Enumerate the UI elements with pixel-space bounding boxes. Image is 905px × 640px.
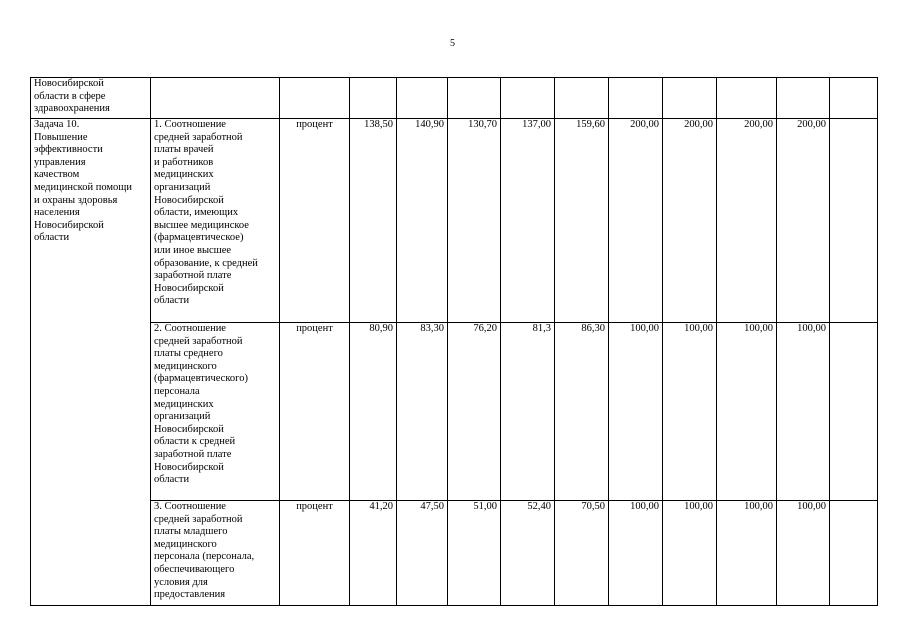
value-cell [777, 78, 830, 119]
value-cell: 130,70 [448, 119, 501, 323]
value-cell: 52,40 [501, 501, 555, 606]
value-cell: 51,00 [448, 501, 501, 606]
unit-cell: процент [280, 501, 350, 606]
indicators-table [30, 77, 878, 606]
value-cell: 137,00 [501, 119, 555, 323]
value-cell [717, 78, 777, 119]
value-cell: 81,3 [501, 323, 555, 501]
value-cell [555, 78, 609, 119]
value-cell: 200,00 [777, 119, 830, 323]
value-cell: 100,00 [717, 501, 777, 606]
unit-cell [280, 78, 350, 119]
value-cell: 200,00 [663, 119, 717, 323]
value-cell [397, 78, 448, 119]
value-cell: 80,90 [350, 323, 397, 501]
value-cell: 76,20 [448, 323, 501, 501]
value-cell: 159,60 [555, 119, 609, 323]
value-cell [830, 78, 878, 119]
indicator-cell: 3. Соотношение средней заработной платы младшего медицинского персонала (персонала, обеспечивающего условия для предоставления [151, 501, 280, 606]
value-cell: 41,20 [350, 501, 397, 606]
value-cell: 100,00 [609, 501, 663, 606]
value-cell: 138,50 [350, 119, 397, 323]
value-cell: 86,30 [555, 323, 609, 501]
table-row [31, 501, 878, 606]
table-row [31, 78, 878, 119]
value-cell: 100,00 [663, 501, 717, 606]
value-cell [609, 78, 663, 119]
value-cell: 100,00 [663, 323, 717, 501]
value-cell [350, 78, 397, 119]
table-row [31, 323, 878, 501]
unit-cell: процент [280, 323, 350, 501]
indicator-cell [151, 78, 280, 119]
value-cell [448, 78, 501, 119]
value-cell: 140,90 [397, 119, 448, 323]
task-cell: Новосибирской области в сфере здравоохранения [31, 78, 151, 119]
indicator-cell: 1. Соотношение средней заработной платы врачей и работников медицинских организаций Новосибирской области, имеющих высшее медицинское (фармацевтическое) или иное высшее образование, к средней заработной плате Новосибирской области [151, 119, 280, 323]
value-cell: 100,00 [717, 323, 777, 501]
value-cell [830, 323, 878, 501]
value-cell: 70,50 [555, 501, 609, 606]
value-cell [830, 119, 878, 323]
value-cell [663, 78, 717, 119]
task-cell: Задача 10. Повышение эффективности управления качеством медицинской помощи и охраны здоровья населения Новосибирской области [31, 119, 151, 606]
page-number: 5 [450, 38, 455, 49]
value-cell: 100,00 [609, 323, 663, 501]
value-cell: 100,00 [777, 323, 830, 501]
unit-cell: процент [280, 119, 350, 323]
value-cell: 47,50 [397, 501, 448, 606]
value-cell: 200,00 [609, 119, 663, 323]
indicator-cell: 2. Соотношение средней заработной платы среднего медицинского (фармацевтического) персонала медицинских организаций Новосибирской области к средней заработной плате Новосибирской области [151, 323, 280, 501]
value-cell: 200,00 [717, 119, 777, 323]
table-row [31, 119, 878, 323]
value-cell: 100,00 [777, 501, 830, 606]
value-cell: 83,30 [397, 323, 448, 501]
value-cell [501, 78, 555, 119]
value-cell [830, 501, 878, 606]
